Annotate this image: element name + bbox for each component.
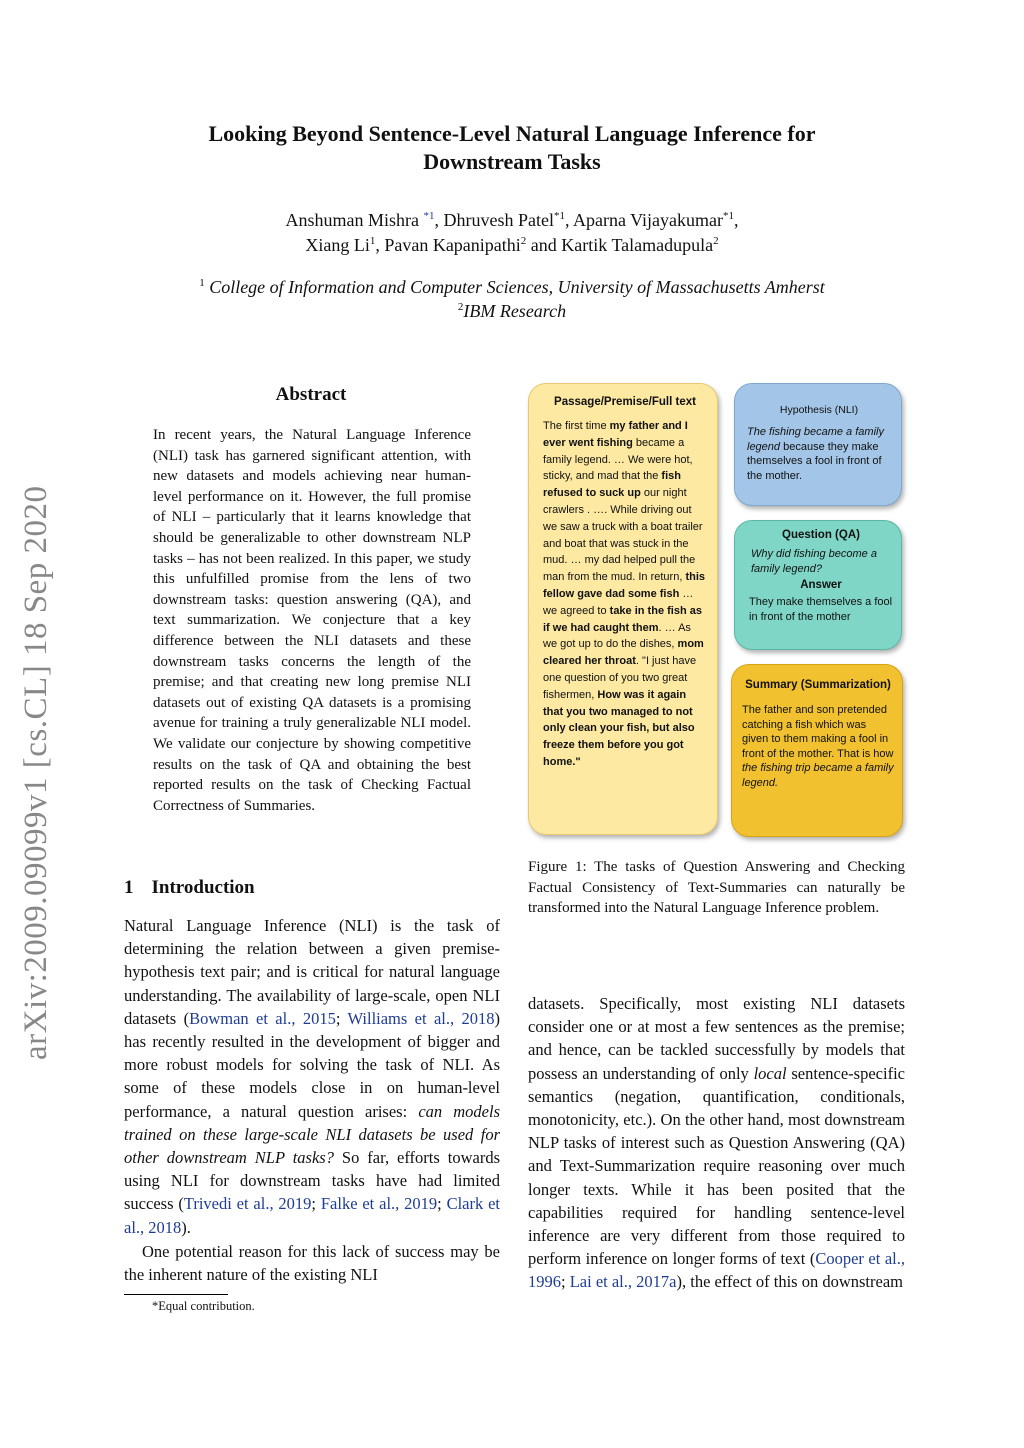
qa-answer: They make themselves a fool in front of the mother [749,596,893,623]
passage-title: Passage/Premise/Full text [554,396,696,408]
qa-answer-label: Answer [800,579,842,591]
intro-left-column [124,914,500,1286]
author-list [0,208,1024,258]
passage-run: . … As we got up to do the dishes, [543,621,691,651]
author-name: Xiang Li [305,235,370,255]
passage-bold-run: my father and I ever went fishing [543,420,688,449]
footnote-rule [124,1294,228,1295]
author-sep: , [734,210,739,230]
author-line-2 [0,233,1024,258]
intro-right-column [528,992,905,1294]
figure-caption: Figure 1: The tasks of Question Answering and Checking Factual Consistency of Text-Summaries can naturally be transformed into the Natural Language Inference problem. [528,859,905,916]
intro-paragraph-1 [124,914,500,1239]
author-name: and Kartik Talamadupula [526,235,714,255]
author-sup: 2 [520,235,527,247]
arxiv-identifier: arXiv:2009.09099v1 [cs.CL] 18 Sep 2020 [18,485,54,1060]
author-sup: 2 [713,235,719,247]
affiliation-number: 1 [199,277,205,289]
text-run: ). [181,1217,191,1237]
text-run-italic: the fishing trip became a family legend. [742,762,894,789]
author-name: , Pavan Kapanipathi [375,235,521,255]
affiliation-2 [0,299,1024,323]
text-run: ; [437,1194,447,1214]
abstract-body: In recent years, the Natural Language Inference (NLI) task has garnered significant attention, with new datasets and models achieving near human-level performance on it. However, the full promise of NLI – particularly that it learns knowledge that should be generalizable to other downstream NLP tasks – has not been realized. In this paper, we study this unfulfilled promise from the lens of two downstream tasks: question answering (QA), and text summarization. We conjecture that a key difference between the NLI datasets and these downstream tasks concerns the length of the premise; and that creating new long premise NLI datasets out of existing QA datasets is a promising avenue for training a truly generalizable NLI model. We validate our conjecture by showing competitive results on the task of QA and obtaining the best reported results on the task of Checking Factual Correctness of Summaries. [153,427,471,814]
section-title: Introduction [151,877,255,898]
text-run: ; [561,1272,570,1292]
author-sup: *1 [423,210,435,222]
qa-title: Question (QA) [782,529,860,541]
citation-link[interactable]: Trivedi et al., 2019 [183,1194,312,1214]
section-heading [124,877,273,899]
abstract-heading: Abstract [275,384,347,405]
intro-paragraph-2: One potential reason for this lack of success may be the inherent nature of the existing NLI [124,1241,500,1285]
text-run: datasets. Specifically, most existing NLI datasets consider one or at most a few sentences as the premise; and hence, can be tackled successfully by models that possess an understanding of only [528,994,905,1083]
text-run-italic: Why did fishing become a family legend? [751,548,877,575]
author-sup: *1 [553,210,565,222]
passage-box [528,383,718,835]
citation-link[interactable]: Williams et al., 2018 [347,1008,495,1028]
text-run-italic: can models trained on these large-scale NLI datasets be used for other downstream NLP tasks? [124,1101,501,1168]
qa-question [749,547,893,577]
author-name: , Aparna Vijayakumar [564,210,724,230]
summary-title: Summary (Summarization) [745,679,891,691]
citation-link[interactable]: Bowman et al., 2015 [189,1008,336,1028]
passage-bold-run: mom cleared her throat [543,638,704,668]
author-sup: *1 [723,210,735,222]
text-run: So far, efforts towards using NLI for downstream tasks have had limited success ( [124,1148,500,1214]
affiliation-1 [0,275,1024,299]
summary-box [731,664,903,837]
paper-title [0,120,1024,176]
author-name: Anshuman Mishra [285,210,424,230]
title-line-1: Looking Beyond Sentence-Level Natural Language Inference for [208,121,816,146]
passage-text [543,418,707,771]
affiliation-text: College of Information and Computer Sciences, University of Massachusetts Amherst [209,277,825,297]
passage-run: our night crawlers . …. While driving out we saw a truck with a boat trailer and boat that was stuck in the mud. … my dad helped pull the man from the mud. In return, [543,487,703,584]
text-run: ) has recently resulted in the development of bigger and more robust models for solving the task of NLI. As some of these models close in on human-level performance, a natural question arises: [124,1008,500,1121]
text-run-italic: local [753,1063,787,1083]
right-paragraph [528,992,905,1294]
hypothesis-title: Hypothesis (NLI) [779,404,859,416]
passage-bold-run: this fellow gave dad some fish [543,571,706,600]
passage-run: … we agreed to [543,587,694,617]
text-run: ; [311,1194,321,1214]
citation-link[interactable]: Cooper et al., 1996 [528,1249,906,1292]
affiliation-text: IBM Research [463,301,567,321]
passage-run: The first time [543,420,610,432]
text-run-italic: The fishing became a family legend [747,426,884,453]
passage-bold-run: fish refused to suck up [543,470,681,500]
citation-link[interactable]: Lai et al., 2017a [569,1272,677,1292]
passage-bold-run: take in the fish as if we had caught them [543,604,702,634]
text-run: Natural Language Inference (NLI) is the task of determining the relation between a given premise-hypothesis text pair; and is critical for natural language understanding. The availability of large-scale, open NLI datasets ( [124,916,500,1028]
author-sup: 1 [369,235,376,247]
passage-run: . "I just have one question of you two great fishermen, [543,655,697,701]
citation-link[interactable]: Falke et al., 2019 [320,1194,438,1214]
title-line-2: Downstream Tasks [423,149,601,174]
footnote: *Equal contribution. [152,1299,255,1313]
affiliation-number: 2 [457,301,464,313]
passage-run: became a family legend. … We were hot, sticky, and mad that the [543,436,693,483]
passage-bold-run: How was it again that you two managed to not only clean your fish, but also freeze them before you got home." [543,688,695,768]
hypothesis-text [747,425,891,483]
author-line-1 [0,208,1024,233]
text-run: ; [335,1008,348,1028]
text-run: ), the effect of this on downstream [676,1272,903,1292]
text-run: The father and son pretended catching a fish which was given to them making a fool in front of the mother. That is how [742,704,894,760]
qa-box [734,520,902,650]
text-run: sentence-specific semantics (negation, quantification, conditionals, monotonicity, etc.). On the other hand, most downstream NLP tasks of interest such as Question Answering (QA) and Text-Summarization require reasoning over much longer texts. While it has been posited that the capabilities required for handling sentence-level inference are very different from those required to perform inference on longer forms of text ( [528,1063,905,1269]
hypothesis-box [734,383,902,506]
summary-text [742,703,894,791]
affiliations [0,275,1024,323]
section-number: 1 [124,877,134,898]
author-name: , Dhruvesh Patel [434,210,554,230]
text-run: because they make themselves a fool in front of the mother. [747,440,882,482]
citation-link[interactable]: Clark et al., 2018 [124,1194,500,1237]
